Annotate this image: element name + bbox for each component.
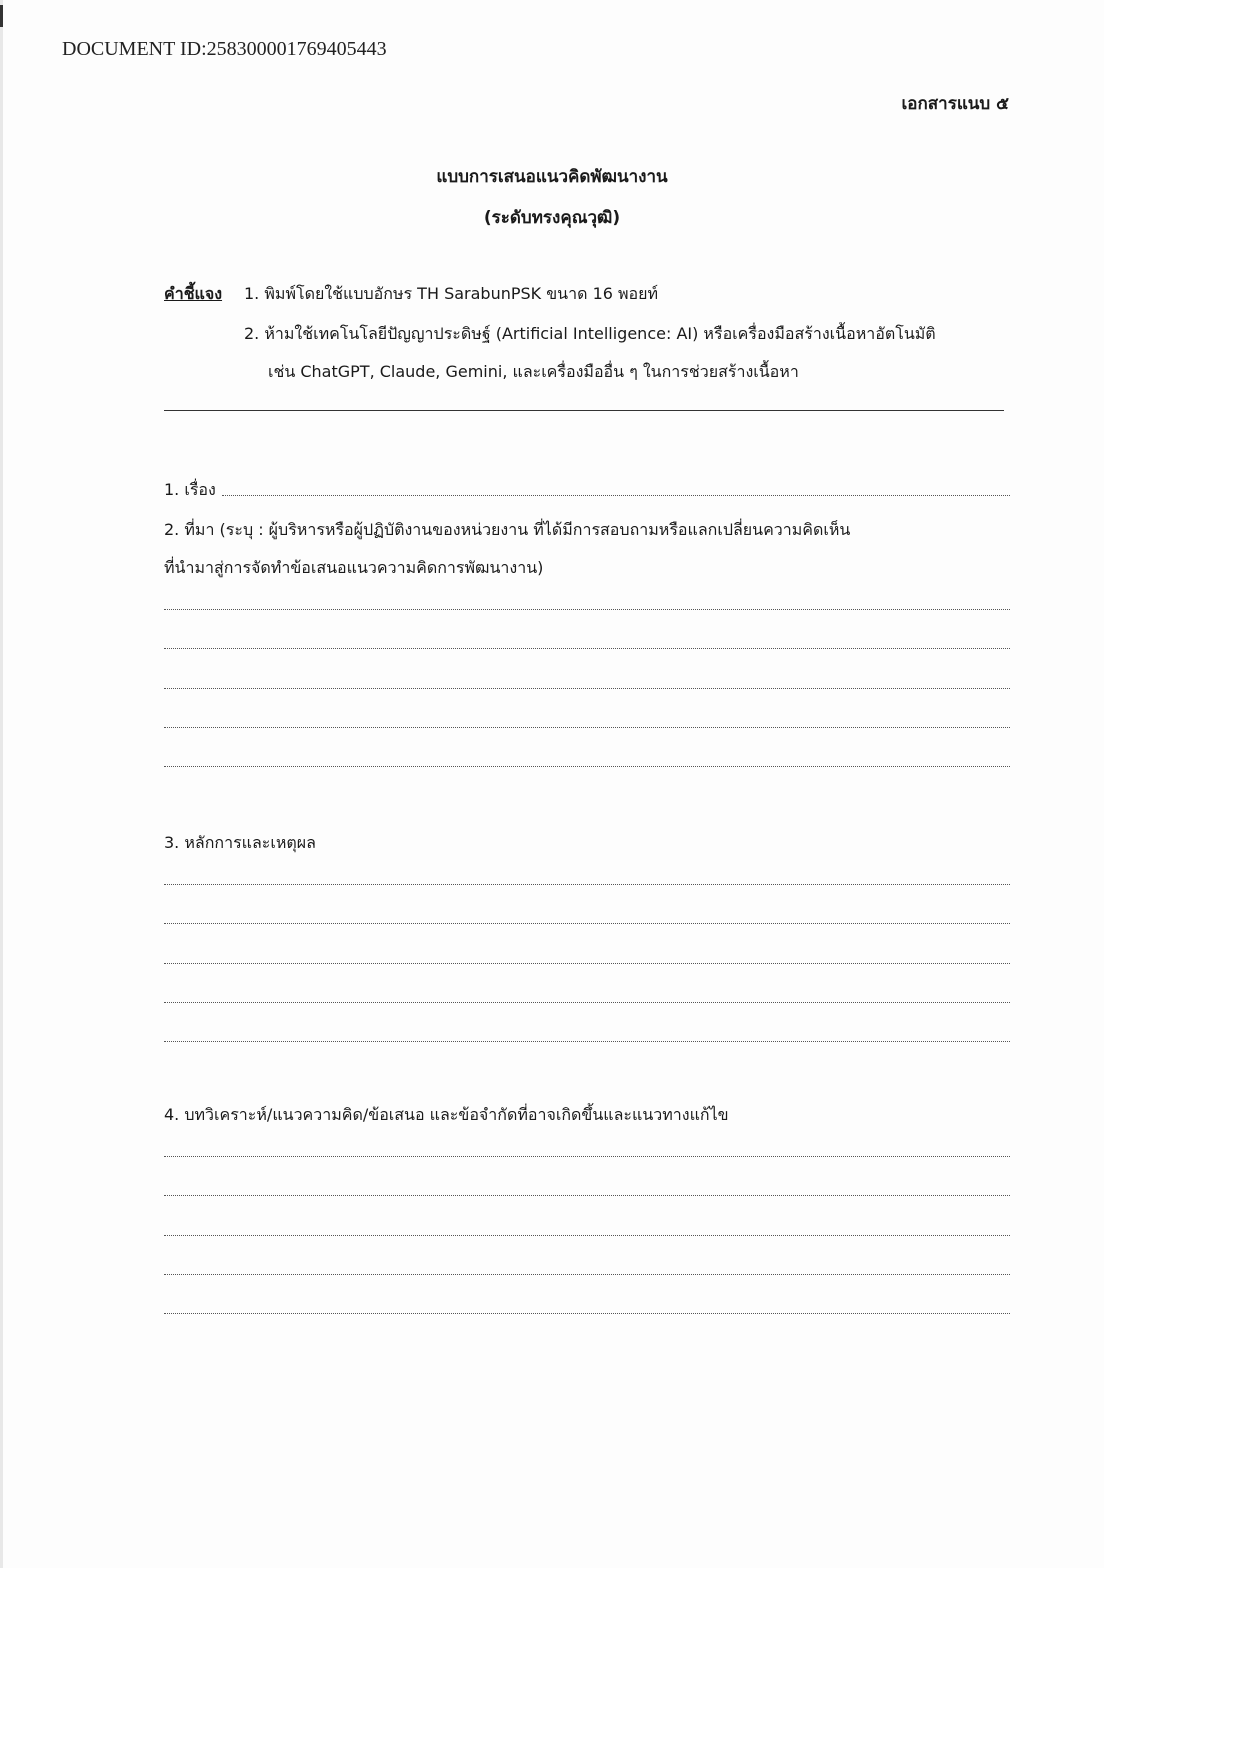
section-2-heading-continued: ที่นำมาสู่การจัดทำข้อเสนอแนวความคิดการพัฒนางาน) xyxy=(164,558,544,577)
section-4-fill-line[interactable] xyxy=(164,1274,1010,1275)
section-4-fill-line[interactable] xyxy=(164,1235,1010,1236)
section-2-heading: 2. ที่มา (ระบุ : ผู้บริหารหรือผู้ปฏิบัติงานของหน่วยงาน ที่ได้มีการสอบถามหรือแลกเปลี่ยนความคิดเห็น xyxy=(164,520,851,539)
section-3-heading: 3. หลักการและเหตุผล xyxy=(164,833,316,852)
section-3-fill-line[interactable] xyxy=(164,963,1010,964)
document-id: DOCUMENT ID:2583000017694054​43 xyxy=(62,38,387,60)
section-3-fill-line[interactable] xyxy=(164,1041,1010,1042)
section-3-fill-line[interactable] xyxy=(164,884,1010,885)
scan-mark xyxy=(0,5,3,27)
instruction-item-2: 2. ห้ามใช้เทคโนโลยีปัญญาประดิษฐ์ (Artificial Intelligence: AI) หรือเครื่องมือสร้างเนื้อหาอัตโนมัติ xyxy=(244,324,936,343)
section-3-fill-line[interactable] xyxy=(164,1002,1010,1003)
section-2-fill-line[interactable] xyxy=(164,648,1010,649)
section-3-fill-line[interactable] xyxy=(164,923,1010,924)
section-4-heading: 4. บทวิเคราะห์/แนวความคิด/ข้อเสนอ และข้อจำกัดที่อาจเกิดขึ้นและแนวทางแก้ไข xyxy=(164,1105,729,1124)
section-4-fill-line[interactable] xyxy=(164,1195,1010,1196)
section-2-fill-line[interactable] xyxy=(164,766,1010,767)
instruction-item-1: 1. พิมพ์โดยใช้แบบอักษร TH SarabunPSK ขนาด 16 พอยท์ xyxy=(244,284,659,303)
separator-rule xyxy=(164,410,1004,411)
section-2-fill-line[interactable] xyxy=(164,727,1010,728)
section-2-fill-line[interactable] xyxy=(164,688,1010,689)
form-subtitle: (ระดับทรงคุณวุฒิ) xyxy=(483,208,621,228)
instruction-item-2-continued: เช่น ChatGPT, Claude, Gemini, และเครื่องมืออื่น ๆ ในการช่วยสร้างเนื้อหา xyxy=(268,362,799,381)
form-title: แบบการเสนอแนวคิดพัฒนางาน xyxy=(436,167,668,187)
scan-edge xyxy=(0,0,3,1568)
section-4-fill-line[interactable] xyxy=(164,1156,1010,1157)
section-2-fill-line[interactable] xyxy=(164,609,1010,610)
attachment-label: เอกสารแนบ ๕ xyxy=(901,94,1009,114)
section-1-fill-line[interactable] xyxy=(222,495,1010,496)
instructions-label: คำชี้แจง xyxy=(164,284,223,303)
section-4-fill-line[interactable] xyxy=(164,1313,1010,1314)
section-1-heading: 1. เรื่อง xyxy=(164,480,216,499)
